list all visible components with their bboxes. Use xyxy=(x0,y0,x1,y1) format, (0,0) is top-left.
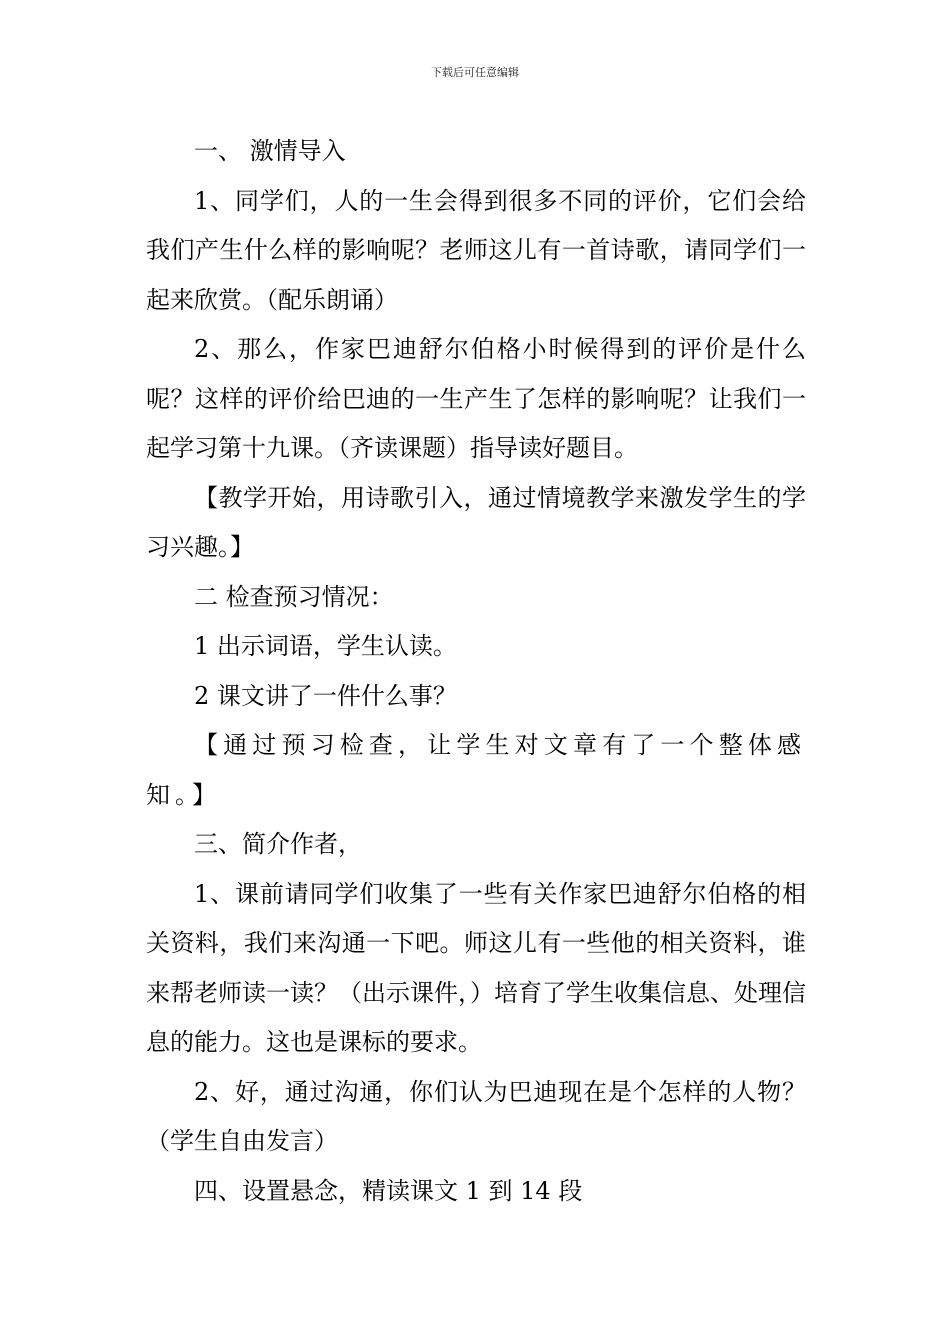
paragraph-preview-1: 1 出示词语，学生认读。 xyxy=(194,632,457,660)
paragraph-preview-2: 2 课文讲了一件什么事？ xyxy=(194,681,457,710)
section-heading-1: 一、 激情导入 xyxy=(194,137,346,165)
document-body xyxy=(146,127,806,1216)
section-heading-2: 二 检查预习情况： xyxy=(194,582,394,611)
paragraph-intro-1: 1、同学们，人的一生会得到很多不同的评价，它们会给我们产生什么样的影响呢？老师这儿有一首诗歌，请同学们一起来欣赏。（配乐朗诵） xyxy=(146,186,806,314)
page-header: 下载后可任意编辑 xyxy=(431,66,519,79)
section-heading-3: 三、简介作者， xyxy=(194,830,362,858)
teaching-note-1: 【教学开始，用诗歌引入，通过情境教学来激发学生的学习兴趣。】 xyxy=(146,483,806,561)
section-heading-4: 四、设置悬念，精读课文 1 到 14 段 xyxy=(194,1176,583,1205)
paragraph-author-2: 2、好，通过沟通，你们认为巴迪现在是个怎样的人物？（学生自由发言） xyxy=(146,1077,806,1155)
paragraph-intro-2: 2、那么，作家巴迪舒尔伯格小时候得到的评价是什么呢？这样的评价给巴迪的一生产生了怎样的影响呢？让我们一起学习第十九课。（齐读课题）指导读好题目。 xyxy=(146,335,806,462)
paragraph-author-1: 1、课前请同学们收集了一些有关作家巴迪舒尔伯格的相关资料，我们来沟通一下吧。师这儿有一些他的相关资料，谁来帮老师读一读？（出示课件，）培育了学生收集信息、处理信息的能力。这也是课标的要求。 xyxy=(146,879,806,1056)
teaching-note-2: 【通过预习检查，让学生对文章有了一个整体感知。】 xyxy=(146,731,806,809)
